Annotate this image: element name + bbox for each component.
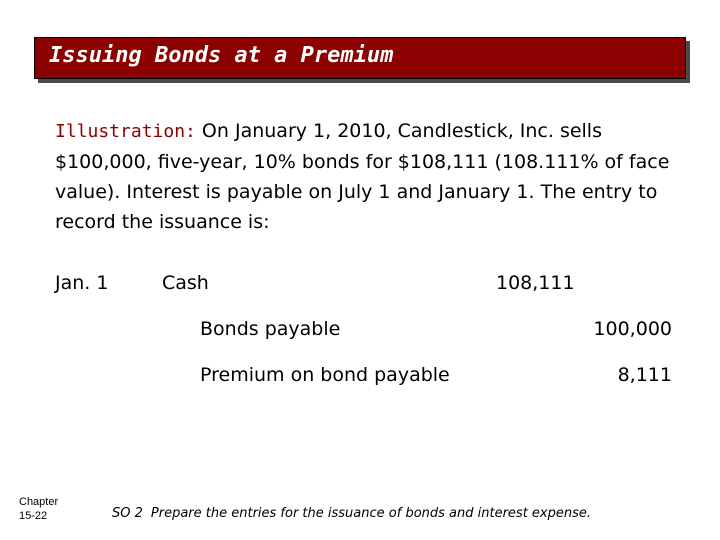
page-number: 15-22 <box>19 510 48 522</box>
objective-text: Prepare the entries for the issuance of bonds and interest expense. <box>150 506 592 521</box>
entry-account-bonds-payable: Bonds payable <box>200 318 341 340</box>
illustration-text: On January 1, 2010, Candlestick, Inc. sells $100,000, five-year, 10% bonds for $108,111 (108.111% of face value). Interest is payable on July 1 and January 1. The entry to record the issuance is: <box>55 120 670 233</box>
entry-account-cash: Cash <box>162 272 209 294</box>
entry-credit-premium: 8,111 <box>617 364 672 386</box>
illustration-paragraph <box>55 116 695 237</box>
entry-account-premium: Premium on bond payable <box>200 364 450 386</box>
slide-title: Issuing Bonds at a Premium <box>49 43 394 68</box>
objective-code: SO 2 <box>112 506 143 521</box>
chapter-label <box>19 495 58 523</box>
entry-date: Jan. 1 <box>55 272 109 294</box>
illustration-label: Illustration: <box>55 121 196 142</box>
entry-debit-cash: 108,111 <box>496 272 575 294</box>
title-bar <box>34 37 686 79</box>
entry-credit-bonds-payable: 100,000 <box>593 318 672 340</box>
study-objective <box>112 506 591 521</box>
chapter-text: Chapter <box>19 496 59 508</box>
